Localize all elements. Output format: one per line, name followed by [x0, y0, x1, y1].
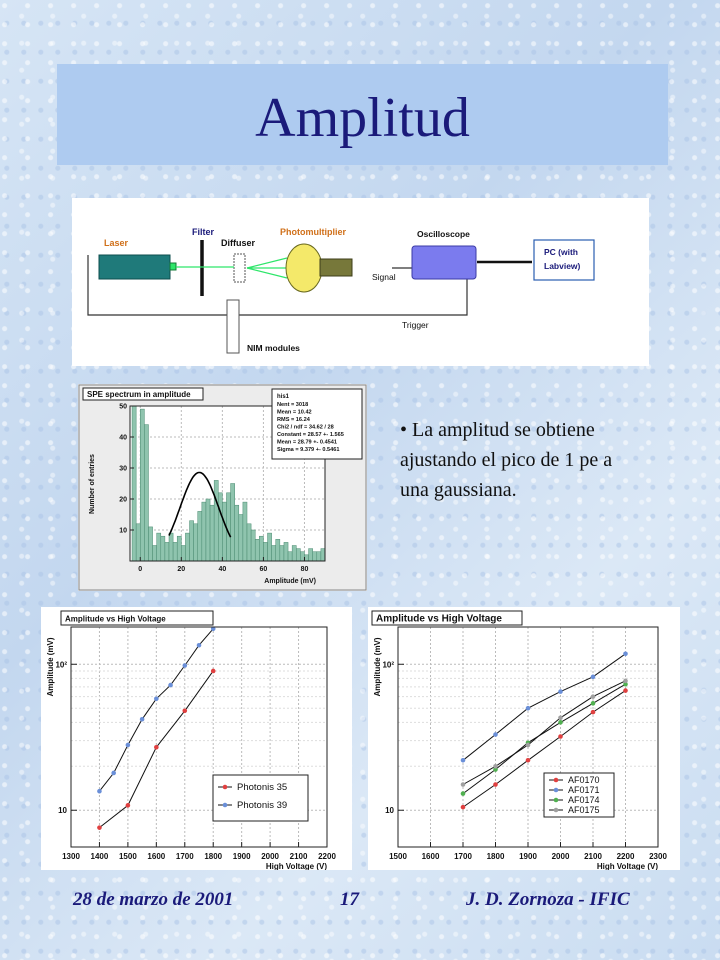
spe-y-tick-label: 40	[119, 434, 127, 442]
spe-title: SPE spectrum in amplitude	[87, 390, 191, 399]
spe-x-axis-label: Amplitude (mV)	[264, 578, 316, 585]
hv2-title: Amplitude vs High Voltage	[376, 613, 502, 625]
hv2-x-tick-label: 1500	[389, 852, 407, 861]
spe-bar	[214, 480, 218, 561]
hv1-data-point	[154, 696, 159, 701]
spe-bar	[259, 536, 263, 561]
hv2-data-point	[526, 758, 531, 763]
signal-label: Signal	[372, 272, 396, 282]
spe-bar	[136, 524, 140, 561]
hv2-y-axis-label: Amplitude (mV)	[373, 637, 382, 697]
spe-bar	[218, 493, 222, 561]
title-band	[57, 64, 668, 165]
hv1-title: Amplitude vs High Voltage	[65, 614, 166, 624]
hv1-x-tick-label: 1600	[147, 852, 166, 861]
hv1-data-point	[197, 643, 202, 648]
spe-bar	[206, 499, 210, 561]
spe-bar	[243, 502, 247, 561]
spe-stats-row: Constant = 28.57 +- 1.565	[277, 432, 344, 438]
spe-stats-row: Nent = 3018	[277, 402, 309, 408]
spe-bar	[157, 533, 161, 561]
spe-bar	[132, 406, 136, 561]
hv1-x-axis-label: High Voltage (V)	[265, 862, 327, 870]
hv2-data-point	[591, 694, 596, 699]
bullet-icon: •	[400, 419, 413, 441]
hv2-data-point	[493, 764, 498, 769]
spe-bar	[263, 542, 267, 561]
spe-bar	[173, 542, 177, 561]
oscilloscope-box	[412, 246, 476, 279]
amp-vs-hv-chart-right	[368, 607, 680, 870]
hv1-y-tick-label: 10²	[55, 660, 67, 670]
hv2-legend-label: AF0171	[568, 785, 600, 795]
spe-bar	[235, 505, 239, 561]
hv2-legend-marker	[554, 798, 559, 803]
hv1-data-point	[168, 683, 173, 688]
spe-stats-row: Chi2 / ndf = 34.62 / 28	[277, 424, 334, 431]
hv1-x-tick-label: 1400	[90, 852, 109, 861]
spe-bar	[276, 539, 280, 561]
hv2-x-tick-label: 1600	[421, 852, 440, 861]
spe-bar	[153, 546, 157, 562]
spe-bar	[161, 536, 165, 561]
spe-x-tick-label: 80	[300, 566, 309, 573]
hv2-x-tick-label: 2300	[649, 852, 667, 861]
spe-x-tick-label: 20	[177, 566, 186, 573]
hv1-x-tick-label: 2100	[289, 852, 308, 861]
hv1-legend-label: Photonis 39	[237, 800, 288, 811]
spe-bar	[169, 533, 173, 561]
bullet-text-block	[400, 415, 630, 505]
hv2-data-point	[461, 758, 466, 763]
hv2-data-point	[558, 715, 563, 720]
spe-spectrum-chart	[78, 384, 367, 591]
trigger-label: Trigger	[402, 320, 429, 330]
spe-bar	[313, 552, 317, 561]
diffuser-label: Diffuser	[221, 238, 256, 248]
spe-y-tick-label: 10	[119, 527, 127, 535]
hv2-data-point	[493, 782, 498, 787]
hv1-data-point	[126, 803, 131, 808]
hv1-legend-marker	[223, 803, 228, 808]
hv2-legend-label: AF0175	[568, 805, 600, 815]
hv1-data-point	[140, 717, 145, 722]
spe-stats-row: Mean = 10.42	[277, 409, 312, 416]
spe-bar	[304, 555, 308, 561]
hv2-data-point	[623, 688, 628, 693]
spe-bar	[300, 552, 304, 561]
hv2-data-point	[558, 689, 563, 694]
spe-bar	[321, 549, 325, 561]
hv1-x-tick-label: 1800	[204, 852, 223, 861]
spe-bar	[140, 409, 144, 561]
hv1-x-tick-label: 1500	[118, 852, 137, 861]
footer-author: J. D. Zornoza - IFIC	[466, 889, 630, 910]
hv1-data-point	[111, 771, 116, 776]
hv2-legend-marker	[554, 808, 559, 813]
hv2-legend-marker	[554, 788, 559, 793]
hv2-x-tick-label: 1800	[486, 852, 505, 861]
hv2-data-point	[558, 734, 563, 739]
nim-box	[227, 300, 239, 353]
hv1-data-point	[97, 789, 102, 794]
footer-page-number: 17	[340, 889, 359, 910]
hv2-data-point	[526, 706, 531, 711]
hv2-data-point	[623, 651, 628, 656]
spe-bar	[288, 552, 292, 561]
hv1-legend-marker	[223, 785, 228, 790]
spe-bar	[268, 533, 272, 561]
spe-bar	[284, 542, 288, 561]
spe-y-axis-label: Number of entries	[89, 454, 96, 514]
oscilloscope-label: Oscilloscope	[417, 229, 470, 239]
hv1-x-tick-label: 2200	[318, 852, 336, 861]
hv1-data-point	[182, 663, 187, 668]
hv1-x-tick-label: 1300	[62, 852, 80, 861]
hv2-data-point	[623, 679, 628, 684]
laser-box	[99, 255, 170, 279]
spe-bar	[251, 530, 255, 561]
hv2-x-tick-label: 2000	[551, 852, 570, 861]
spe-stats-row: RMS = 16.24	[277, 417, 310, 423]
hv2-data-point	[591, 675, 596, 680]
spe-bar	[194, 524, 198, 561]
hv1-y-axis-label: Amplitude (mV)	[46, 637, 55, 697]
spe-y-tick-label: 50	[119, 403, 127, 411]
spe-bar	[296, 549, 300, 561]
spe-bar	[202, 502, 206, 561]
spe-bar	[292, 546, 296, 562]
hv1-data-point	[126, 743, 131, 748]
footer-date: 28 de marzo de 2001	[73, 889, 234, 910]
hv2-legend-marker	[554, 778, 559, 783]
spe-bar	[247, 524, 251, 561]
hv1-data-point	[97, 825, 102, 830]
hv1-data-point	[211, 669, 216, 674]
laser-label: Laser	[104, 238, 129, 248]
hv1-y-tick-label: 10	[58, 806, 67, 816]
pc-label-line1: PC (with	[544, 247, 578, 257]
spe-bar	[148, 527, 152, 561]
hv2-legend-label: AF0174	[568, 795, 600, 805]
spe-stats-row: Mean = 28.79 +- 0.4541	[277, 439, 338, 446]
bullet-text: La amplitud se obtiene ajustando el pico de 1 pe a una gaussiana.	[400, 419, 613, 501]
filter-label: Filter	[192, 227, 215, 237]
spe-bar	[239, 515, 243, 562]
spe-bar	[177, 536, 181, 561]
diffuser-box	[234, 254, 245, 282]
hv2-data-point	[526, 743, 531, 748]
spe-bar	[317, 552, 321, 561]
hv2-x-tick-label: 1700	[454, 852, 472, 861]
hv1-data-point	[154, 745, 159, 750]
spe-x-tick-label: 60	[259, 566, 268, 573]
pc-box	[534, 240, 594, 280]
spe-x-tick-label: 0	[138, 566, 143, 573]
spe-bar	[272, 546, 276, 562]
hv2-data-point	[591, 710, 596, 715]
hv2-x-tick-label: 2100	[584, 852, 602, 861]
hv1-data-point	[182, 708, 187, 713]
page-title: Amplitud	[255, 87, 470, 149]
amp-vs-hv-right-svg	[368, 607, 680, 870]
spe-bar	[198, 511, 202, 561]
setup-diagram	[72, 198, 649, 366]
spe-bar	[280, 546, 284, 562]
spe-bar	[309, 549, 313, 561]
spe-bar	[185, 533, 189, 561]
spe-bar	[165, 542, 169, 561]
spe-y-tick-label: 30	[119, 465, 127, 473]
spe-spectrum-svg	[78, 384, 367, 591]
hv2-data-point	[461, 782, 466, 787]
spe-stats-name: his1	[277, 394, 290, 400]
hv2-legend-label: AF0170	[568, 775, 600, 785]
amp-vs-hv-left-svg	[41, 607, 352, 870]
hv2-data-point	[591, 701, 596, 706]
spe-stats-row: Sigma = 9.379 +- 0.5461	[277, 447, 340, 453]
hv2-x-axis-label: High Voltage (V)	[596, 862, 658, 870]
beam-lower	[247, 268, 287, 278]
hv2-data-point	[461, 805, 466, 810]
hv1-x-tick-label: 2000	[261, 852, 280, 861]
hv2-x-tick-label: 2200	[616, 852, 635, 861]
spe-bar	[144, 425, 148, 561]
pc-label-line2: Labview)	[544, 261, 581, 271]
nim-label: NIM modules	[247, 343, 300, 353]
spe-bar	[210, 505, 214, 561]
hv1-x-tick-label: 1700	[175, 852, 194, 861]
hv2-x-tick-label: 1900	[519, 852, 537, 861]
hv1-x-tick-label: 1900	[232, 852, 251, 861]
setup-diagram-svg	[72, 198, 649, 366]
spe-x-tick-label: 40	[218, 566, 227, 573]
amp-vs-hv-chart-left	[41, 607, 352, 870]
hv1-legend-label: Photonis 35	[237, 782, 288, 793]
beam-upper	[247, 258, 287, 268]
spe-bar	[190, 521, 194, 561]
spe-bar	[255, 539, 259, 561]
hv2-y-tick-label: 10	[385, 806, 394, 816]
hv2-y-tick-label: 10²	[382, 660, 394, 670]
pmt-base	[320, 259, 352, 276]
pmt-bulb	[286, 244, 322, 292]
spe-bar	[226, 493, 230, 561]
hv2-data-point	[558, 720, 563, 725]
spe-y-tick-label: 20	[119, 496, 127, 504]
spe-bar	[231, 484, 235, 562]
spe-bar	[181, 546, 185, 562]
hv2-data-point	[493, 732, 498, 737]
pmt-label: Photomultiplier	[280, 227, 346, 237]
hv2-data-point	[461, 791, 466, 796]
laser-aperture	[170, 263, 176, 270]
spe-bar	[222, 502, 226, 561]
